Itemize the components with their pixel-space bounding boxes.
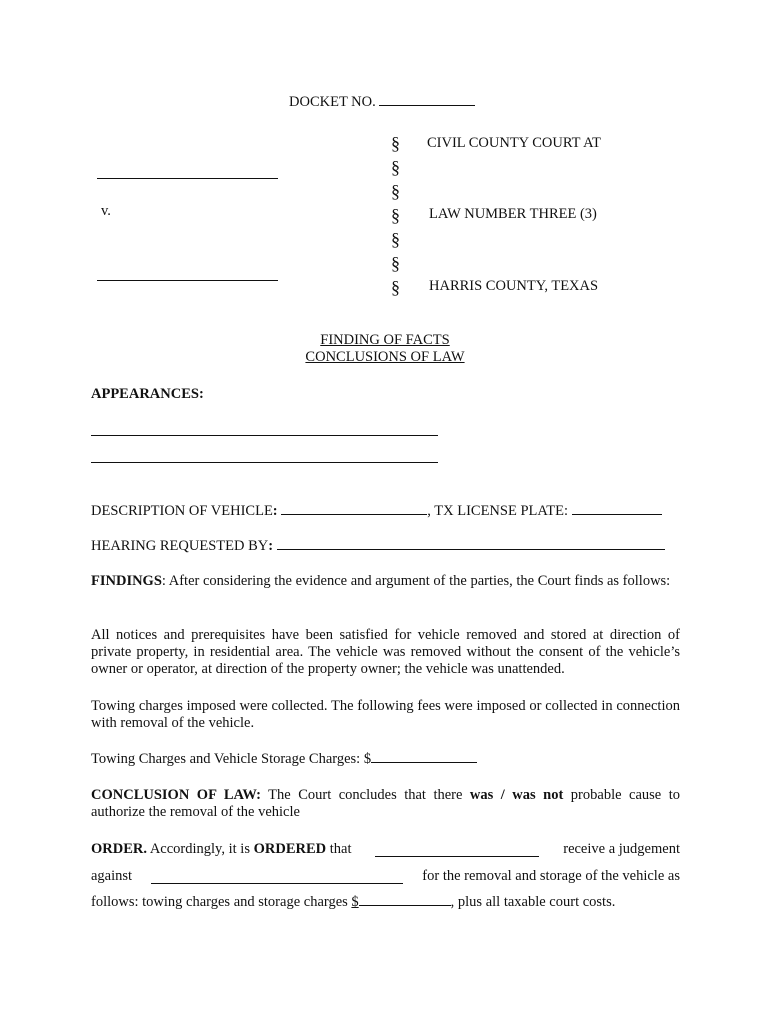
judgement-against-field[interactable]: [151, 882, 403, 884]
probable-cause-choice[interactable]: was / was not: [469, 787, 564, 803]
charges-label: Towing Charges and Vehicle Storage Charges: $: [91, 751, 372, 767]
defendant-blank[interactable]: [97, 280, 278, 281]
order-label: ORDER.: [91, 841, 147, 857]
section-symbol: §: [391, 277, 400, 297]
order-row-2: against for the removal and storage of the vehicle as: [91, 868, 680, 884]
charges-amount-field[interactable]: [371, 761, 477, 763]
vehicle-description-label: DESCRIPTION OF VEHICLE: [91, 503, 273, 519]
appearance-blank[interactable]: [91, 435, 438, 436]
docket-number-line: [289, 94, 475, 111]
section-symbol: §: [391, 205, 400, 225]
section-symbol: §: [391, 133, 400, 153]
section-symbol: §: [391, 229, 400, 249]
plaintiff-blank[interactable]: [97, 178, 278, 179]
vehicle-description-row: DESCRIPTION OF VEHICLE: , TX LICENSE PLATE:: [91, 503, 680, 520]
findings-label: FINDINGS: [91, 573, 162, 589]
section-symbol: §: [391, 181, 400, 201]
order-row-1: ORDER. Accordingly, it is ORDERED that receive a judgement: [91, 841, 680, 857]
findings-paragraph: [91, 573, 680, 590]
hearing-requested-field[interactable]: [277, 548, 665, 550]
court-name-line-1: CIVIL COUNTY COURT AT: [427, 135, 601, 151]
docket-label: DOCKET NO.: [289, 94, 376, 110]
order-row-3: follows: towing charges and storage charges $ , plus all taxable court costs.: [91, 894, 616, 910]
charges-row: [91, 751, 680, 768]
court-name-line-3: HARRIS COUNTY, TEXAS: [429, 278, 599, 294]
section-symbol: §: [391, 157, 400, 177]
license-plate-field[interactable]: [572, 513, 662, 515]
appearance-blank[interactable]: [91, 462, 438, 463]
appearances-heading: APPEARANCES:: [91, 386, 204, 402]
document-title-line-1: FINDING OF FACTS: [320, 332, 450, 348]
judgement-recipient-field[interactable]: [375, 855, 539, 857]
towing-charges-paragraph: Towing charges imposed were collected. The following fees were imposed or collected in connection with removal of the vehicle.: [91, 698, 680, 731]
license-plate-label: , TX LICENSE PLATE:: [427, 503, 568, 519]
hearing-requested-label: HEARING REQUESTED BY: [91, 538, 269, 554]
conclusion-paragraph: CONCLUSION OF LAW: The Court concludes that there was / was not probable cause to authorize the removal of the vehicle: [91, 787, 680, 820]
conclusion-label: CONCLUSION OF LAW:: [91, 787, 261, 803]
section-symbol: §: [391, 253, 400, 273]
notices-paragraph: All notices and prerequisites have been satisfied for vehicle removed and stored at direction of private property, in residential area. The vehicle was removed without the consent of the vehicle’s owner or operator, at direction of the property owner; the vehicle was unattended.: [91, 627, 680, 677]
document-title-line-2: CONCLUSIONS OF LAW: [305, 349, 465, 365]
vehicle-description-field[interactable]: [281, 513, 427, 515]
versus-label: v.: [101, 203, 111, 219]
docket-number-field[interactable]: [379, 104, 475, 106]
findings-text: : After considering the evidence and argument of the parties, the Court finds as follows:: [161, 573, 671, 589]
towing-storage-amount-field[interactable]: [359, 904, 451, 906]
ordered-word: ORDERED: [253, 841, 327, 857]
hearing-requested-row: HEARING REQUESTED BY:: [91, 538, 680, 555]
court-name-line-2: LAW NUMBER THREE (3): [429, 206, 597, 222]
